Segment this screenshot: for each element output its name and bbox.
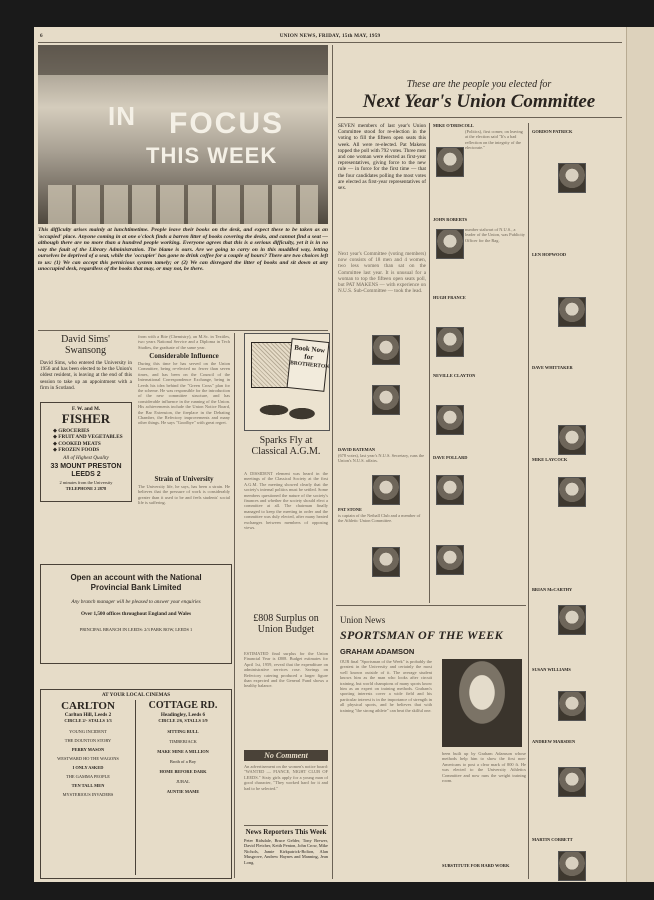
- committee-name-france: HUGH FRANCE: [433, 295, 466, 300]
- committee-photo-a: [372, 385, 400, 415]
- sportsman-title: SPORTSMAN OF THE WEEK: [340, 628, 503, 642]
- cinemas-advert: AT YOUR LOCAL CINEMAS CARLTON Carlton Hill, Leeds 2 CIRCLE 2/- STALLS 1/3 YOUNG INCIDENT THE DOUNTON STORY PERRY MASON WESTWARD HO THE WAGONS I ONLY ASKED THE GAMMA PEOPLE TEN TALL MEN MYSTERIOUS INVADERS COTTAGE RD. Headingley, Leeds 6 CIRCLE 2/6, STALLS 1/9 SITTING BULL TIMBERJACK MAKE MINE A MILLION Broth of a Boy HOME BEFORE DARK JUBAL AUNTIE MAME: [40, 689, 232, 879]
- committee-name-roberts: JOHN ROBERTS: [433, 217, 468, 222]
- committee-photo-laycock: [558, 477, 586, 507]
- committee-name-corbett: MARTIN CORBETT: [532, 837, 573, 842]
- adjacent-page-edge: [626, 27, 654, 882]
- committee-name-williams: SUSAN WILLIAMS: [532, 667, 571, 672]
- considerable-influence-heading: Considerable Influence: [149, 352, 219, 360]
- reporters-heading: News Reporters This Week: [245, 828, 327, 836]
- in-focus-photo: [38, 45, 328, 224]
- page-number: 6: [40, 33, 43, 39]
- sportsman-substitute: SUBSTITUTE FOR HARD WORK: [442, 863, 510, 868]
- committee-photo-odriscoll: [436, 147, 464, 177]
- fisher-advert: F. W. and M. FISHER ◆ GROCERIES ◆ FRUIT AND VEGETABLES ◆ COOKED MEATS ◆ FROZEN FOODS All of Highest Quality 33 MOUNT PRESTON LEEDS 2 2 minutes from the University TELEPHONE 2 2878: [40, 402, 132, 502]
- committee-photo-b: [372, 475, 400, 505]
- reporters-body: Peter Ridsdale, Bruce Gelder, Tony Brewer, David Fletcher, Keith Penton, John Crow, Mike Nichols, Jamie Kirkpatrick-Bolton, Alan Musgrove, Andrew Haynes and Manning, Jean Long.: [244, 838, 328, 865]
- committee-name-laycock: MIKE LAYCOCK: [532, 457, 568, 462]
- committee-photo-hopwood: [558, 297, 586, 327]
- sparks-headline: Sparks Fly at Classical A.G.M.: [251, 435, 321, 457]
- sportsman-photo: [442, 659, 522, 747]
- committee-name-bateman: DAVID BATEMAN: [338, 447, 376, 452]
- cartoon-illustration: Book Now for BROTHERTON: [244, 333, 330, 431]
- in-focus-caption: This difficulty arises mainly at lunchtimetime. People leave their books on the desk, and expect these to be taken as an 'occupied' place. Anyone coming in at one o'clock finds a barren litter of books covering the desks, and cannot find a seat — although there are no more than a hundred people working. Everyone agrees that this is a serious difficulty, yet it is in no way the fault of the Library Administration. The blame is ours. Are we going to carry on in this muddled way, letting ourselves be deprived of a seat, while the 'occupier' has gone to drink coffee for a couple of hours? There are two choices left to us: (1) We can accept this pernicious system tamely; or (2) We can disregard the litter of books and sit down at any unoccupied desk, regardless of the books that may, or may not, be there.: [38, 227, 328, 272]
- committee-name-hopwood: LEN HOPWOOD: [532, 252, 567, 257]
- sportsman-name: GRAHAM ADAMSON: [340, 647, 415, 656]
- committee-name-clayton: NEVILLE CLAYTON: [433, 373, 476, 378]
- committee-photo-marsden: [558, 767, 586, 797]
- fisher-name: FISHER: [61, 411, 111, 427]
- committee-photo-corbett: [558, 851, 586, 881]
- committee-name-stone: PAT STONE: [338, 507, 362, 512]
- committee-name-pollard: DAVE POLLARD: [433, 455, 468, 460]
- in-focus-title-in: IN: [108, 101, 136, 131]
- surplus-headline: £808 Surplus on Union Budget: [253, 613, 319, 635]
- committee-photo-williams: [558, 691, 586, 721]
- newspaper-page: 6 UNION NEWS, FRIDAY, 15th MAY, 1959 IN FOCUS THIS WEEK This difficulty arises mainly at lunchtimetime. People leave their books on the desk, and expect these to be taken as an 'occupied' place. Anyone coming in at one o'clock finds a barren litter of books covering the desks, and cannot find a seat — although there are no more than a hundred people working. Everyone agrees that this is a serious difficulty, yet it is in no way the fault of the Library Administration. The blame is ours. Are we going to carry on in this muddled way, letting ourselves be deprived of a seat, while the 'occupier' has gone to drink coffee for a couple of hours? There are two choices left to us: (1) We can accept this pernicious system tamely; or (2) We can disregard the litter of books and sit down at any unoccupied desk, regardless of the books that may, or may not, be there. David Sims' Swansong David Sims, who entered the University in 1956 and has been elected to be the Union's oldest resident, is leaving at the end of this session to take up an appointment with a firm in Scotland. F. W. and M. FISHER ◆ GROCERIES ◆ FRUIT AND VEGETABLES ◆ COOKED MEATS ◆ FROZEN FOODS All of Highest Quality 33 MOUNT PRESTON LEEDS 2 2 minutes from the University TELEPHONE 2 2878 from with a Bite (Chemistry), an M.Sc. in Textiles, two years National Service and a Diploma in Tech Studies, the graduate of the same year. Considerable Influence During this time he has served on the Union Committee, being re-elected no fewer than seven times, and has been on the Council of the International Correspondence Exchange, being in Leeds his idea behind the "Green Cross" plan for the scheme. He was responsible for the introduction of the new committee structure, and has considerable influence in the running of the Union. His achievements include the Union Notice Board, the Bar Extension, the fireplace in the Debating Chamber, the Refectory improvements and many other things. He says "Goodbye" with great regret. Strain of University The University life, he says, has been a strain. He believes that the pressure of work is considerably greater than it used to be and feels students' social life is suffering. Open an account with the National Provincial Bank Limited Any branch manager will be pleased to answer your enquiries Over 1,500 offices throughout England and Wales PRINCIPAL BRANCH IN LEEDS: 2/3 PARK ROW, LEEDS 1 AT YOUR LOCAL CINEMAS CARLTON Carlton Hill, Leeds 2 CIRCLE 2/- STALLS 1/3 YOUNG INCIDENT THE DOUNTON STORY PERRY MASON WESTWARD HO THE WAGONS I ONLY ASKED THE GAMMA PEOPLE TEN TALL MEN MYSTERIOUS INVADERS COTTAGE RD. Headingley, Leeds 6 CIRCLE 2/6, STALLS 1/9 SITTING BULL TIMBERJACK MAKE MINE A MILLION Broth of a Boy HOME BEFORE DARK JUBAL AUNTIE MAME Book Now for BROTHERTON Sparks Fly at Classical A.G.M. A DISSIDENT element was heard in the meetings of the Classical Society at the first A.G.M. The meeting showed clearly that the society's internal politics must be settled. Some members questioned the nature of the society's finances and whether the society should elect a committee at all. The chairman finally managed to keep the meeting in order and the committee was duly elected, after many heated exchanges between members of opposing views. £808 Surplus on Union Budget ESTIMATED final surplus for the Union Financial Year is £808. Budget estimates for April 1st, 1959, reveal that the expenditure on administrative services rose. Savings on Refectory catering produced a larger figure than expected and the General Fund shows a healthy balance. No Comment An advertisement on the women's notice board: "WANTED — FIANCE, NIGHT CLUB OF LEEDS." Sixty girls apply for a young man of good character, "They worked hard for it and had to be selected." News Reporters This Week Peter Ridsdale, Bruce Gelder, Tony Brewer, David Fletcher, Keith Penton, John Crow, Mike Nichols, Jamie Kirkpatrick-Bolton, Alan Musgrove, Andrew Haynes and Manning, Jean Long. These are the people you elected for Next Year's Union Committee SEVEN members of last year's Union Committee stood for re-election in the voting to fill the fifteen open seats this week. All were re-elected. Pat Makens topped the poll with 792 votes. Three men and one woman were elected as first-year representatives, giving force to the new rule — in force for the first time — that the four candidates polling the most votes are elected as first-year representatives of sex. Next year's Committee (voting members) now consists of 18 men and 4 women, two less women than sat on the Committee last year. It is unusual for a woman to top the fifteen open seats poll, but PAT MAKENS — with experience on N.U.S. Sub-Committee — took the lead. DAVID BATEMAN (678 votes), last year's N.U.S. Secretary, runs the Union's N.U.S. affairs. PAT STONE is captain of the Netball Club and a member of the Athletic Union Committee. MIKE O'DRISCOLL (Politics), first comer, on leaving at the election said "It's a bad reflection on the integrity of the electorate." JOHN ROBERTS number stalwart of N.U.S., a leader of the Union, was Publicity Officer for the Rag. HUGH FRANCE NEVILLE CLAYTON DAVE POLLARD GORDON PATRICK LEN HOPWOOD DAVE WHITTAKER MIKE LAYCOCK BRIAN McCARTHY SUSAN WILLIAMS ANDREW MARSDEN MARTIN CORBETT Union News SPORTSMAN OF THE WEEK GRAHAM ADAMSON OUR final "Sportsman of the Week" is probably the greatest in the University and certainly the most well known outside of it. The average student knows him as the man who looks after circuit training, but world champions of many sports know him as an expert on training methods. Graham's sporting interests cover a wide field and his particular interest is in the importance of strength in all physical sports, and he believes that with training "the strong athlete" can beat the skilful one. been built up by Graham Adamson whose methods help him to show the first non-Americans to post a clear mark of 800 ft. He was elected to the University Athletics Committee and now runs the weight training room. SUBSTITUTE FOR HARD WORK: [34, 27, 626, 882]
- in-focus-title-week: THIS WEEK: [146, 143, 278, 168]
- strain-of-university-heading: Strain of University: [154, 475, 214, 483]
- no-comment-banner: No Comment: [244, 750, 328, 761]
- committee-photo-pat: [372, 335, 400, 365]
- committee-name-patrick: GORDON PATRICK: [532, 129, 573, 134]
- committee-photo-clayton: [436, 405, 464, 435]
- committee-title: Next Year's Union Committee: [362, 91, 596, 112]
- committee-name-whittaker: DAVE WHITTAKER: [532, 365, 573, 370]
- masthead: UNION NEWS, FRIDAY, 15th MAY, 1959: [279, 33, 381, 39]
- committee-name-marsden: ANDREW MARSDEN: [532, 739, 576, 744]
- in-focus-title-focus: FOCUS: [169, 107, 284, 140]
- committee-intro: SEVEN members of last year's Union Committee stood for re-election in the voting to fill the fifteen open seats this week. All were re-elected. Pat Makens topped the poll with 792 votes. Three men and one woman were elected as first-year representatives, giving force to the new rule — in force for the first time — that the four candidates polling the most votes are elected as first-year representatives of sex.: [338, 123, 426, 192]
- committee-photo-roberts: [436, 229, 464, 259]
- committee-intro-line: These are the people you elected for: [406, 79, 552, 90]
- committee-photo-pollard: [436, 475, 464, 505]
- committee-photo-whittaker: [558, 425, 586, 455]
- bank-headline: Open an account with the National Provincial Bank Limited: [70, 573, 202, 592]
- david-sims-headline: David Sims' Swansong: [61, 334, 110, 356]
- bank-advert: Open an account with the National Provincial Bank Limited Any branch manager will be pleased to answer your enquiries Over 1,500 offices throughout England and Wales PRINCIPAL BRANCH IN LEEDS: 2/3 PARK ROW, LEEDS 1: [40, 564, 232, 664]
- sportsman-section: Union News: [340, 615, 386, 625]
- committee-photo-d: [436, 545, 464, 575]
- david-sims-body: David Sims, who entered the University in 1956 and has been elected to be the Union's oldest resident, is leaving at the end of this session to take up an appointment with a firm in Scotland.: [40, 360, 132, 391]
- committee-photo-mccarthy: [558, 605, 586, 635]
- committee-photo-patrick: [558, 163, 586, 193]
- cinemas-heading: AT YOUR LOCAL CINEMAS: [101, 692, 171, 698]
- committee-name-mccarthy: BRIAN McCARTHY: [532, 587, 573, 592]
- committee-photo-c: [372, 547, 400, 577]
- committee-name-odriscoll: MIKE O'DRISCOLL: [433, 123, 474, 128]
- committee-photo-france: [436, 327, 464, 357]
